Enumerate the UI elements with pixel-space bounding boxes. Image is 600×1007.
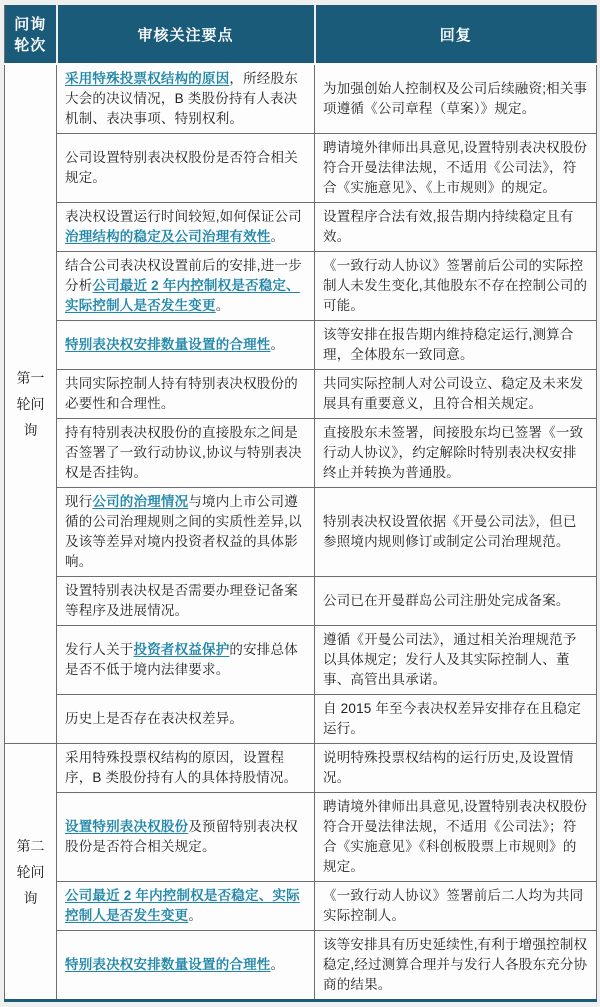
reply-cell: 共同实际控制人对公司设立、稳定及未来发展具有重要意义，且符合相关规定。 — [315, 370, 597, 419]
reply-cell: 聘请境外律师出具意见,设置特别表决权股份符合开曼法律法规，不适用《公司法》；符合《实施意见》《科创板股票上市规则》的规定。 — [315, 793, 597, 882]
reply-cell: 为加强创始人控制权及公司后续融资;相关事项遵循《公司章程（草案）》规定。 — [315, 64, 597, 134]
focus-cell — [57, 252, 315, 321]
focus-cell — [57, 419, 315, 488]
round-cell: 第二轮问询 — [5, 744, 57, 1001]
reply-cell: 设置程序合法有效,报告期内持续稳定且有效。 — [315, 203, 597, 252]
reply-cell: 遵循《开曼公司法》，通过相关治理规范予以具体规定；发行人及其实际控制人、董事、高管出具承诺。 — [315, 626, 597, 695]
reply-cell: 聘请境外律师出具意见,设置特别表决权股份符合开曼法律法规，不适用《公司法》，符合《实施意见》、《上市规则》的规定。 — [315, 134, 597, 203]
focus-text: 现行 — [65, 494, 93, 509]
reply-cell: 公司已在开曼群岛公司注册处完成备案。 — [315, 577, 597, 626]
focus-highlight-link[interactable]: 治理结构的稳定及公司治理有效性 — [65, 229, 271, 244]
focus-text: 及预留特别表决权股份是否符合相关规定。 — [65, 819, 298, 854]
table-row — [5, 882, 597, 931]
focus-cell — [57, 626, 315, 695]
focus-cell — [57, 203, 315, 252]
focus-cell — [57, 577, 315, 626]
round-cell: 第一轮问询 — [5, 64, 57, 744]
focus-highlight-link[interactable]: 公司最近 2 年内控制权是否稳定、实际控制人是否发生变更 — [65, 888, 300, 923]
focus-cell — [57, 931, 315, 1001]
table-row — [5, 419, 597, 488]
table-row — [5, 488, 597, 577]
focus-highlight-link[interactable]: 采用特殊投票权结构的原因 — [65, 71, 230, 86]
focus-highlight-link[interactable]: 特别表决权安排数量设置的合理性 — [65, 957, 271, 972]
focus-cell — [57, 134, 315, 203]
table-row — [5, 134, 597, 203]
reply-cell: 说明特殊投票权结构的运行历史,及设置情况。 — [315, 744, 597, 793]
focus-cell — [57, 64, 315, 134]
focus-text: 。 — [188, 908, 203, 923]
inquiry-table — [4, 5, 597, 1002]
focus-text: 。 — [270, 229, 285, 244]
table-row — [5, 252, 597, 321]
table-row — [5, 931, 597, 1001]
focus-text: 结合公司表决权设置前后的安排,进一步分析 — [65, 258, 302, 293]
focus-cell — [57, 793, 315, 882]
reply-cell: 该等安排具有历史延续性,有利于增强控制权稳定,经过测算合理并与发行人各股东充分协商的结果。 — [315, 931, 597, 1001]
focus-highlight-link[interactable]: 公司最近 2 年内控制权是否稳定、实际控制人是否发生变更 — [65, 278, 300, 313]
focus-text: 共同实际控制人持有特别表决权股份的必要性和合理性。 — [65, 376, 298, 411]
focus-text: 。 — [270, 957, 285, 972]
column-header-reply: 回复 — [315, 5, 597, 64]
column-header-focus: 审核关注要点 — [57, 5, 315, 64]
focus-highlight-link[interactable]: 投资者权益保护 — [133, 642, 230, 657]
focus-highlight-link[interactable]: 公司的治理情况 — [92, 494, 189, 509]
focus-text: 设置特别表决权是否需要办理登记备案等程序及进展情况。 — [65, 583, 298, 618]
reply-cell: 《一致行动人协议》签署前后二人均为共同实际控制人。 — [315, 882, 597, 931]
table-row — [5, 321, 597, 370]
focus-cell — [57, 882, 315, 931]
reply-cell: 直接股东未签署，间接股东均已签署《一致行动人协议》，约定解除时特别表决权安排终止并转换为普通股。 — [315, 419, 597, 488]
focus-text: 公司设置特别表决权股份是否符合相关规定。 — [65, 150, 298, 185]
reply-cell: 《一致行动人协议》签署前后公司的实际控制人未发生变化,其他股东不存在控制公司的可能。 — [315, 252, 597, 321]
table-row — [5, 64, 597, 134]
focus-highlight-link[interactable]: 设置特别表决权股份 — [65, 819, 189, 834]
focus-text: 与境内上市公司遵循的公司治理规则之间的实质性差异,以及该等差异对境内投资者权益的具体影响。 — [65, 494, 302, 569]
reply-cell: 特别表决权设置依据《开曼公司法》，但已参照境内规则修订或制定公司治理规范。 — [315, 488, 597, 577]
focus-text: 表决权设置运行时间较短,如何保证公司 — [65, 209, 302, 224]
table-row — [5, 577, 597, 626]
reply-cell: 该等安排在报告期内维持稳定运行,测算合理，全体股东一致同意。 — [315, 321, 597, 370]
table-row — [5, 695, 597, 744]
focus-text: 发行人关于 — [65, 642, 134, 657]
table-header-row — [5, 5, 597, 64]
table-row — [5, 203, 597, 252]
focus-text: 采用特殊投票权结构的原因，设置程序，B 类股份持有人的具体持股情况。 — [65, 750, 298, 785]
focus-text: 。 — [215, 298, 230, 313]
focus-text: 的安排总体是否不低于境内法律要求。 — [65, 642, 298, 677]
focus-cell — [57, 370, 315, 419]
table-row — [5, 370, 597, 419]
table-row — [5, 793, 597, 882]
reply-cell: 自 2015 年至今表决权差异安排存在且稳定运行。 — [315, 695, 597, 744]
focus-cell — [57, 695, 315, 744]
focus-cell — [57, 744, 315, 793]
table-row — [5, 626, 597, 695]
focus-cell — [57, 488, 315, 577]
column-header-round: 问询轮次 — [5, 5, 57, 64]
focus-text: ，所经股东大会的决议情况，B 类股份持有人表决机制、表决事项、特别权利。 — [65, 71, 298, 126]
table-row — [5, 744, 597, 793]
focus-text: 历史上是否存在表决权差异。 — [65, 711, 244, 726]
focus-cell — [57, 321, 315, 370]
focus-text: 持有特别表决权股份的直接股东之间是否签署了一致行动协议,协议与特别表决权是否挂钩。 — [65, 425, 302, 480]
focus-text: 。 — [270, 337, 285, 352]
focus-highlight-link[interactable]: 特别表决权安排数量设置的合理性 — [65, 337, 271, 352]
